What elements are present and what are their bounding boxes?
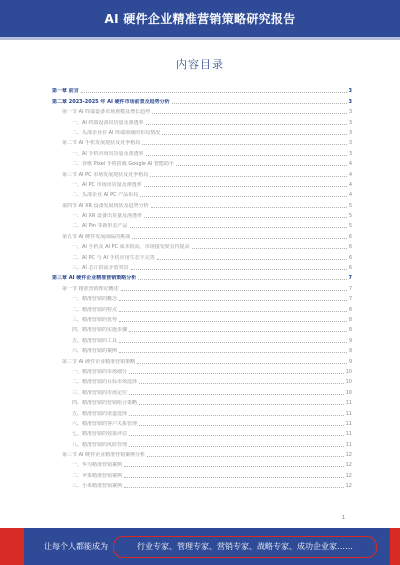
toc-entry[interactable] xyxy=(52,354,352,364)
toc-entry-label: 第五节 AI 硬件发展面临的挑战 xyxy=(62,233,131,240)
toc-entry-page: 4 xyxy=(348,171,352,178)
toc-entry[interactable] xyxy=(52,115,352,125)
toc-entry-page: 11 xyxy=(345,431,352,438)
toc-entry-page: 3 xyxy=(348,150,352,157)
toc-entry-page: 10 xyxy=(345,389,352,396)
toc-entry[interactable] xyxy=(52,146,352,156)
toc-entry-label: 第三章 AI 硬件企业精准营销策略分析 xyxy=(52,275,137,282)
toc-entry[interactable] xyxy=(52,396,352,406)
toc-entry[interactable] xyxy=(52,250,352,260)
toc-entry-label: 一、AI PC 市场出货量及渗透率 xyxy=(72,181,142,188)
toc-entry-label: 第三节 AI 硬件企业精准营销案例分析 xyxy=(62,452,146,459)
toc-entry-label: 三、小米精准营销案例 xyxy=(72,483,123,490)
toc-leader-dots xyxy=(130,226,347,228)
toc-entry-label: 二、头部企业在 AI 终端领域的布局情况 xyxy=(72,129,161,136)
footer-accent-left xyxy=(0,528,24,565)
toc-entry-page: 7 xyxy=(348,285,352,292)
toc-leader-dots xyxy=(121,289,347,291)
toc-entry[interactable] xyxy=(52,281,352,291)
toc-leader-dots xyxy=(129,372,344,374)
toc-entry-label: 二、谷歌 Pixel 手机搭载 Google AI 智能助手 xyxy=(72,161,175,168)
toc-entry[interactable] xyxy=(52,333,352,343)
toc-entry-label: 第一章 前言 xyxy=(52,88,79,95)
toc-entry-page: 6 xyxy=(348,233,352,240)
toc-leader-dots xyxy=(119,341,347,343)
toc-leader-dots xyxy=(119,351,347,353)
toc-entry[interactable] xyxy=(52,427,352,437)
toc-leader-dots xyxy=(138,278,346,280)
toc-entry[interactable] xyxy=(52,417,352,427)
toc-entry[interactable] xyxy=(52,105,352,115)
toc-leader-dots xyxy=(119,310,347,312)
toc-entry[interactable] xyxy=(52,323,352,333)
report-title: AI 硬件企业精准营销策略研究报告 xyxy=(104,12,296,26)
toc-entry[interactable] xyxy=(52,385,352,395)
toc-entry-label: 一、精准营销的市场细分 xyxy=(72,368,128,375)
toc-entry-page: 5 xyxy=(348,202,352,209)
toc-entry[interactable] xyxy=(52,313,352,323)
toc-entry[interactable] xyxy=(52,240,352,250)
toc-leader-dots xyxy=(139,382,344,384)
toc-entry-page: 11 xyxy=(345,441,352,448)
toc-entry-page: 5 xyxy=(348,213,352,220)
toc-entry[interactable] xyxy=(52,458,352,468)
toc-entry-label: 第四节 AI XR 设备发展现状及趋势分析 xyxy=(62,202,149,209)
footer-bar xyxy=(0,528,400,565)
toc-leader-dots xyxy=(129,434,344,436)
toc-entry[interactable] xyxy=(52,365,352,375)
toc-entry-page: 4 xyxy=(348,192,352,199)
toc-entry-label: 第一节 精准营销理论概述 xyxy=(62,285,119,292)
toc-entry-label: 一、AI 手机及 AI PC 成本较高，市场接受度有待提高 xyxy=(72,244,190,251)
toc-entry-page: 11 xyxy=(345,400,352,407)
footer-slogan: 行业专家、管理专家、营销专家、战略专家、成功企业家…… xyxy=(113,536,377,558)
toc-entry[interactable] xyxy=(52,292,352,302)
toc-leader-dots xyxy=(146,123,347,125)
toc-leader-dots xyxy=(129,445,344,447)
toc-leader-dots xyxy=(124,486,344,488)
toc-entry-page: 10 xyxy=(345,368,352,375)
toc-entry-label: 二、AI PC 与 AI 手机应用生态不完善 xyxy=(72,254,155,261)
toc-entry-page: 9 xyxy=(348,358,352,365)
toc-entry-label: 第三节 AI PC 市场发展现状及竞争格局 xyxy=(62,171,149,178)
toc-leader-dots xyxy=(129,393,344,395)
toc-entry-page: 12 xyxy=(345,483,352,490)
toc-entry-page: 12 xyxy=(345,452,352,459)
toc-leader-dots xyxy=(146,154,347,156)
toc-entry-page: 3 xyxy=(348,98,352,105)
toc-entry-label: 一、精准营销的概念 xyxy=(72,296,118,303)
toc-entry[interactable] xyxy=(52,468,352,478)
toc-entry-label: 三、AI 芯片供需矛盾突出 xyxy=(72,265,129,272)
toc-entry[interactable] xyxy=(52,375,352,385)
toc-entry-page: 10 xyxy=(345,379,352,386)
toc-entry-page: 7 xyxy=(348,296,352,303)
toc-leader-dots xyxy=(140,195,347,197)
toc-entry-page: 6 xyxy=(348,244,352,251)
toc-leader-dots xyxy=(162,133,347,135)
toc-entry-page: 8 xyxy=(348,327,352,334)
toc-entry-label: 六、精准营销的客户关系管理 xyxy=(72,420,138,427)
toc-entry-label: 四、精准营销的实施步骤 xyxy=(72,327,128,334)
toc-entry-label: 一、华为精准营销案例 xyxy=(72,462,123,469)
toc-leader-dots xyxy=(157,258,347,260)
toc-entry-page: 6 xyxy=(348,254,352,261)
toc-leader-dots xyxy=(144,185,347,187)
toc-entry-page: 5 xyxy=(348,223,352,230)
toc-entry[interactable] xyxy=(52,437,352,447)
toc-entry[interactable] xyxy=(52,229,352,239)
toc-leader-dots xyxy=(142,143,347,145)
toc-entry[interactable] xyxy=(52,84,352,94)
toc-entry-label: 二、苹果精准营销案例 xyxy=(72,472,123,479)
toc-leader-dots xyxy=(129,330,347,332)
toc-leader-dots xyxy=(132,237,347,239)
toc-entry[interactable] xyxy=(52,178,352,188)
toc-entry[interactable] xyxy=(52,406,352,416)
toc-entry[interactable] xyxy=(52,479,352,489)
toc-entry-page: 8 xyxy=(348,306,352,313)
toc-entry[interactable] xyxy=(52,344,352,354)
toc-entry-page: 3 xyxy=(348,109,352,116)
toc-entry-page: 9 xyxy=(348,348,352,355)
toc-leader-dots xyxy=(139,403,344,405)
toc-entry-page: 11 xyxy=(345,420,352,427)
toc-entry-label: 二、精准营销的特点 xyxy=(72,306,118,313)
toc-entry-label: 八、精准营销的风险管理 xyxy=(72,441,128,448)
toc-entry[interactable] xyxy=(52,219,352,229)
toc-entry-label: 一、AI 终端设备出货量及渗透率 xyxy=(72,119,144,126)
toc-entry-page: 3 xyxy=(348,88,352,95)
toc-entry-label: 一、AI 手机市场出货量及渗透率 xyxy=(72,150,144,157)
toc-entry-label: 五、精准营销的工具 xyxy=(72,337,118,344)
toc-leader-dots xyxy=(119,299,347,301)
toc-heading: 内容目录 xyxy=(176,58,224,71)
toc-entry-label: 四、精准营销的营销组合策略 xyxy=(72,400,138,407)
toc-entry-page: 12 xyxy=(345,462,352,469)
toc-entry-page: 3 xyxy=(348,129,352,136)
report-header-bar xyxy=(0,0,400,37)
toc-leader-dots xyxy=(131,268,347,270)
toc-entry[interactable] xyxy=(52,198,352,208)
toc-leader-dots xyxy=(137,362,347,364)
toc-leader-dots xyxy=(119,320,347,322)
toc-leader-dots xyxy=(172,102,347,104)
toc-entry-page: 6 xyxy=(348,265,352,272)
toc-entry[interactable] xyxy=(52,167,352,177)
toc-entry[interactable] xyxy=(52,126,352,136)
toc-entry-page: 11 xyxy=(345,410,352,417)
toc-entry[interactable] xyxy=(52,271,352,281)
toc-entry-page: 3 xyxy=(348,140,352,147)
toc-entry-label: 二、头部企业 AI PC 产品布局 xyxy=(72,192,139,199)
toc-leader-dots xyxy=(129,414,344,416)
toc-entry-label: 五、精准营销的渠道选择 xyxy=(72,410,128,417)
toc-entry-label: 二、精准营销的目标市场选择 xyxy=(72,379,138,386)
toc-entry[interactable] xyxy=(52,157,352,167)
toc-entry-label: 六、精准营销的案例 xyxy=(72,348,118,355)
footer-left-text: 让每个人都能成为 xyxy=(44,542,108,551)
toc-entry-page: 4 xyxy=(348,161,352,168)
toc-entry-label: 第二节 AI 手机发展现状及竞争格局 xyxy=(62,140,141,147)
toc-leader-dots xyxy=(192,247,347,249)
toc-leader-dots xyxy=(144,216,347,218)
toc-entry-page: 4 xyxy=(348,181,352,188)
footer-accent-right xyxy=(390,528,400,565)
toc-entry[interactable] xyxy=(52,136,352,146)
toc-leader-dots xyxy=(150,175,347,177)
table-of-contents xyxy=(52,84,352,489)
toc-leader-dots xyxy=(176,164,347,166)
toc-entry[interactable] xyxy=(52,448,352,458)
toc-entry-label: 第一节 AI 终端设备市场规模及增长趋势 xyxy=(62,109,151,116)
toc-leader-dots xyxy=(151,206,347,208)
toc-entry-label: 一、AI XR 设备出货量及渗透率 xyxy=(72,213,142,220)
toc-entry-label: 第二章 2023-2025 年 AI 硬件市场前景及趋势分析 xyxy=(52,98,170,105)
toc-entry-label: 七、精准营销的效果评估 xyxy=(72,431,128,438)
toc-entry[interactable] xyxy=(52,94,352,104)
toc-entry-page: 7 xyxy=(348,275,352,282)
toc-entry[interactable] xyxy=(52,209,352,219)
toc-entry[interactable] xyxy=(52,261,352,271)
toc-leader-dots xyxy=(81,91,347,93)
toc-entry-page: 8 xyxy=(348,316,352,323)
toc-leader-dots xyxy=(124,465,344,467)
toc-leader-dots xyxy=(124,476,344,478)
toc-entry-page: 3 xyxy=(348,119,352,126)
toc-entry-label: 二、AI Pin 等新形态产品 xyxy=(72,223,128,230)
toc-entry-label: 三、精准营销的市场定位 xyxy=(72,389,128,396)
toc-entry-page: 9 xyxy=(348,337,352,344)
toc-leader-dots xyxy=(152,112,347,114)
toc-entry[interactable] xyxy=(52,302,352,312)
toc-leader-dots xyxy=(139,424,344,426)
toc-entry-page: 12 xyxy=(345,472,352,479)
toc-leader-dots xyxy=(147,455,344,457)
page-number: 1 xyxy=(342,515,346,521)
toc-entry[interactable] xyxy=(52,188,352,198)
toc-entry-label: 三、精准营销的优势 xyxy=(72,316,118,323)
toc-entry-label: 第二节 AI 硬件企业精准营销策略 xyxy=(62,358,136,365)
